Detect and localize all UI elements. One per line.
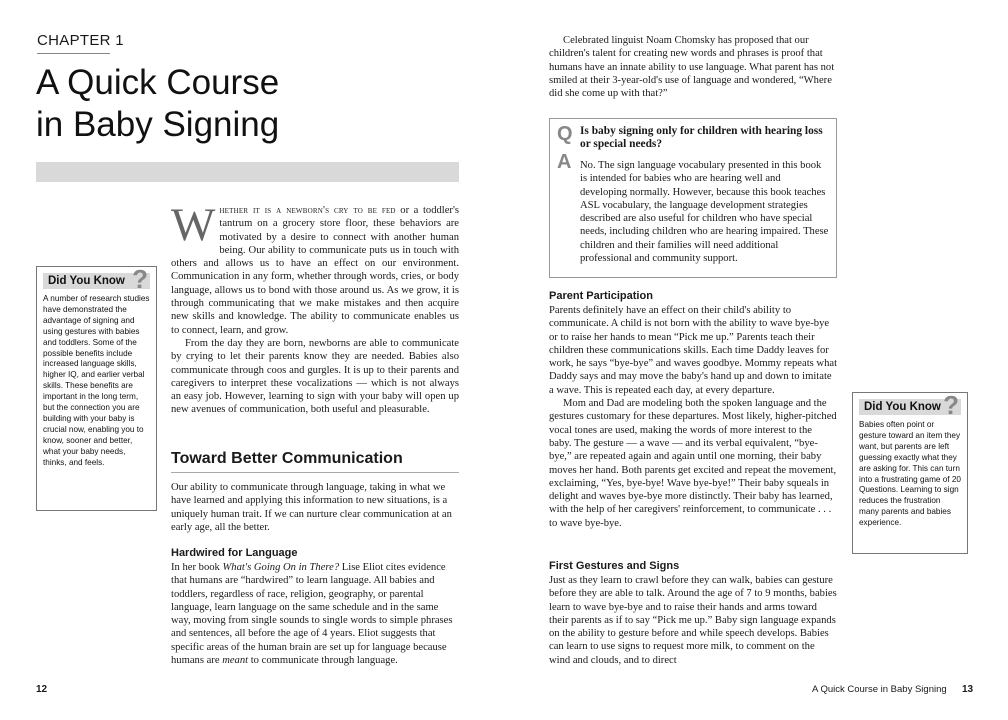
qa-answer: No. The sign language vocabulary presented in this book is intended for babies who are hearing well and developing normally. However, because this book teaches ASL vocabulary, the language development strategies described are also useful for children who have special needs, including children who are hearing impaired. These children and their families will need additional professional and community support.	[580, 160, 829, 265]
chapter-title-line1: A Quick Course	[36, 63, 280, 102]
running-head: A Quick Course in Baby Signing	[812, 684, 947, 695]
chomsky-paragraph: Celebrated linguist Noam Chomsky has proposed that our children's talent for creating new words and phrases is proof that humans have an innate ability to use language. What parent has not smiled at their 3-year-old's use of language and wondered, “Where did she come up with that?”	[549, 35, 835, 100]
emphasis-meant: meant	[222, 655, 249, 667]
intro-section	[171, 199, 459, 417]
intro-paragraph-2: From the day they are born, newborns are able to communicate by crying to let their parents know they are needed. Babies also communicate through coos and gurgles. It is up to their parents and caregivers to interpret these vocalizations — which is not always an easy job. However, learning to sign with your baby will open up new avenues of communication, both useful and pleasurable.	[171, 337, 459, 416]
heading-parent-participation: Parent Participation	[549, 290, 653, 302]
chapter-title-line2: in Baby Signing	[36, 105, 280, 144]
hardwired-text-1: In her book	[171, 562, 223, 573]
first-gestures-paragraph: Just as they learn to crawl before they can walk, babies can gesture before they are able to talk. Around the age of 7 to 9 months, babies learn to wave bye-bye and to raise their hands and arms toward their parents as if to say “Pick me up.” Baby sign language expands on the ability to gesture before and while speech develops. Babies can learn to use signs to request more milk, to comment on the wind and clouds, and to direct	[549, 575, 837, 666]
question-mark-icon: ?	[943, 390, 959, 420]
toward-paragraph: Our ability to communicate through language, taking in what we have learned and applying this information to new situations, is a uniquely human trait. If we can nurture clear communication at an early age, all the better.	[171, 482, 452, 533]
intro-text: or a toddler's tantrum on a grocery store floor, these behaviors are motivated by a desire to connect with another human being. Our ability to communicate puts us in touch with others and allows us to have an effect on our environment. Communication in any form, whether through words, cries, or body language, allows us to bond with those around us. As we grow, it is through communicating that we make mistakes and then acquire new skills and knowledge. The ability to communicate enables us to connect, learn, and grow.	[171, 205, 459, 336]
question-mark-icon: ?	[132, 264, 148, 294]
parent-paragraph-1: Parents definitely have an effect on their child's ability to communicate. A child is not born with the ability to wave bye-bye or to raise her hands to mean “Pick me up.” Parents teach their children these communications skills. Each time Daddy leaves for work, he says “bye-bye” and waves goodbye. Mommy repeats what Daddy says and may move the baby's hand up and down to imitate a wave. This is repeated each day, at every departure.	[549, 305, 838, 396]
hardwired-text-2: Lise Eliot cites evidence that humans are “hardwired” to learn language. All babies and toddlers, regardless of race, religion, geography, or parental language, learn language on the same schedule and in the same way, moving from single sounds to single words to simple phrases and sentences, all before the age of 4 years. Eliot suggests that specific areas of the human brain are set up for language because humans are	[171, 562, 453, 667]
did-you-know-title: Did You Know	[48, 275, 125, 287]
heading-first-gestures-and-signs: First Gestures and Signs	[549, 560, 680, 572]
parent-paragraph-2: Mom and Dad are modeling both the spoken language and the gestures customary for these departures. Most likely, higher-pitched vocal tones are used, making the words of more interest to the baby. The gesture — a wave — and its verbal equivalent, “bye-bye,” are repeated again and again until one morning, their baby moves her hand. Both parents get excited and repeat the movement, exclaiming, “Yes, bye-bye! Wave bye-bye!” Their baby squeals in delight and waves bye-bye more distinctly. Their baby has learned, with the help of her caregivers' reinforcement, to communicate . . . to wave bye-bye.	[549, 398, 837, 529]
did-you-know-header	[43, 264, 150, 294]
did-you-know-box-left	[36, 266, 157, 511]
chapter-label: CHAPTER 1	[37, 32, 124, 49]
qa-a-letter: A	[557, 151, 572, 173]
did-you-know-header	[859, 390, 961, 420]
chapter-title	[36, 62, 456, 146]
page-number-left: 12	[36, 684, 48, 695]
book-title: What's Going On in There?	[222, 562, 340, 573]
did-you-know-box-right	[852, 392, 968, 554]
title-bar	[36, 162, 459, 182]
intro-lead: hether it is a newborn's cry to be fed	[219, 205, 396, 216]
heading-toward-better-communication: Toward Better Communication	[171, 450, 403, 467]
did-you-know-title: Did You Know	[864, 401, 941, 413]
hardwired-text-3: to communicate through language.	[248, 655, 398, 667]
did-you-know-text: Babies often point or gesture toward an item they want, but parents are left guessing exactly what they are asking for. This can turn into a frustrating game of 20 Questions. Learning to sign reduces the frustration many parents and babies experience.	[859, 420, 961, 528]
heading-hardwired-for-language: Hardwired for Language	[171, 547, 298, 559]
chapter-label-rule	[37, 53, 110, 54]
heading-rule	[171, 472, 459, 473]
drop-cap: W	[171, 199, 216, 251]
hardwired-paragraph	[171, 561, 459, 667]
intro-paragraph-1	[171, 199, 459, 337]
qa-question: Is baby signing only for children with hearing loss or special needs?	[580, 125, 823, 150]
qa-box	[549, 118, 837, 278]
parent-section	[549, 304, 837, 530]
page-number-right: 13	[962, 684, 974, 695]
qa-q-letter: Q	[557, 123, 573, 145]
did-you-know-text: A number of research studies have demonstrated the advantage of signing and using gestures with babies and toddlers. Some of the possible benefits include increased language skills, higher IQ, and earlier verbal skills. These benefits are important in the long term, but the connection you are building with your baby is crucial now, enabling you to know, sooner and better, what your baby needs, thinks, and feels.	[43, 294, 150, 467]
